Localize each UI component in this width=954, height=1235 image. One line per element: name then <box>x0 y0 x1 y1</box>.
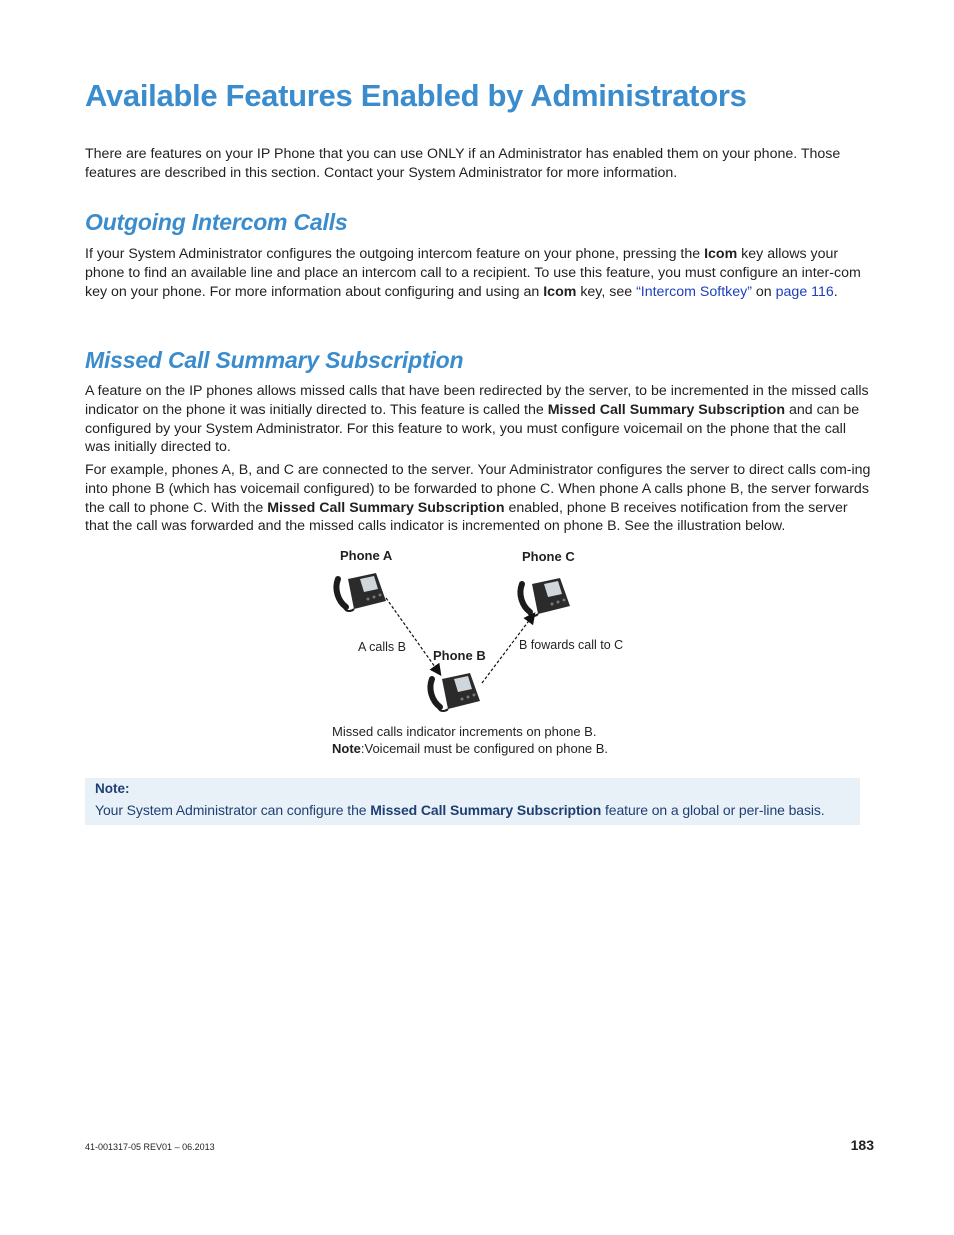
text-run: enabled, phone B receives notification from the server that the call was forwarded and the missed calls indicator is incremented on phone B. See the illustration below. <box>85 499 848 535</box>
b-forwards-label: B fowards call to C <box>519 638 624 652</box>
text-run: feature on a global or per-line basis. <box>605 802 825 818</box>
feature-name: Missed Call Summary Subscription <box>547 401 785 418</box>
phone-a-icon <box>336 573 386 611</box>
diagram-caption: Missed calls indicator increments on phone B. <box>332 724 597 739</box>
page-title: Available Features Enabled by Administrators <box>85 78 747 113</box>
diagram-note-label: Note <box>332 741 361 756</box>
phone-a-label: Phone A <box>340 548 393 563</box>
phone-b-icon <box>430 673 480 711</box>
text-run: If your System Administrator configures the outgoing intercom feature on your phone, pressing the <box>85 246 701 262</box>
a-calls-b-label: A calls B <box>358 640 406 654</box>
diagram-note <box>332 741 608 756</box>
section-heading-missed-call-summary: Missed Call Summary Subscription <box>85 347 464 373</box>
note-box <box>85 778 860 825</box>
phone-b-label: Phone B <box>433 648 486 663</box>
icom-key-term: Icom <box>704 246 738 262</box>
section-heading-outgoing-intercom: Outgoing Intercom Calls <box>85 209 348 235</box>
page-116-link[interactable]: page 116 <box>775 283 834 300</box>
phone-c-label: Phone C <box>522 549 575 564</box>
text-run: and can be configured by your System Administrator. For this feature to work, you must configure voicemail on the phone that the call was initially directed to. <box>85 401 860 456</box>
page-number: 183 <box>850 1137 874 1153</box>
text-run: Your System Administrator can configure the <box>95 802 367 818</box>
note-body <box>95 802 825 818</box>
note-title: Note: <box>95 781 130 796</box>
feature-name: Missed Call Summary Subscription <box>267 499 505 516</box>
intercom-softkey-link[interactable]: “Intercom Softkey” <box>636 283 752 300</box>
text-run: A feature on the IP phones allows missed calls that have been redirected by the server, to be incremented in the missed calls indicator on the phone it was initially directed to. This feature is called the <box>85 383 869 418</box>
diagram-note-text: :Voicemail must be configured on phone B. <box>360 741 609 756</box>
phone-c-icon <box>520 578 570 616</box>
outgoing-intercom-paragraph <box>85 245 875 301</box>
feature-name: Missed Call Summary Subscription <box>370 802 602 818</box>
text-run: . <box>833 283 838 300</box>
missed-call-paragraph-1 <box>85 382 875 457</box>
call-forwarding-diagram <box>320 540 660 765</box>
document-id: 41-001317-05 REV01 – 06.2013 <box>85 1142 215 1152</box>
intro-paragraph: There are features on your IP Phone that you can use ONLY if an Administrator has enabled them on your phone. Those features are described in this section. Contact your System Administrator for more information. <box>85 146 841 181</box>
text-run: key, see <box>580 283 633 300</box>
arrow-a-to-b <box>386 598 440 674</box>
text-run: on <box>755 283 772 300</box>
text-run: key allows your phone to find an available line and place an intercom call to a recipient. To use this feature, you must configure an inter-com key on your phone. For more information about configuring and using an <box>85 246 861 300</box>
icom-key-term: Icom <box>543 283 577 300</box>
missed-call-paragraph-2 <box>85 461 875 536</box>
text-run: For example, phones A, B, and C are connected to the server. Your Administrator configures the server to direct calls com-ing into phone B (which has voicemail configured) to be forwarded to phone C. When phone A calls phone B, the server forwards the call to phone C. With the <box>85 462 871 516</box>
